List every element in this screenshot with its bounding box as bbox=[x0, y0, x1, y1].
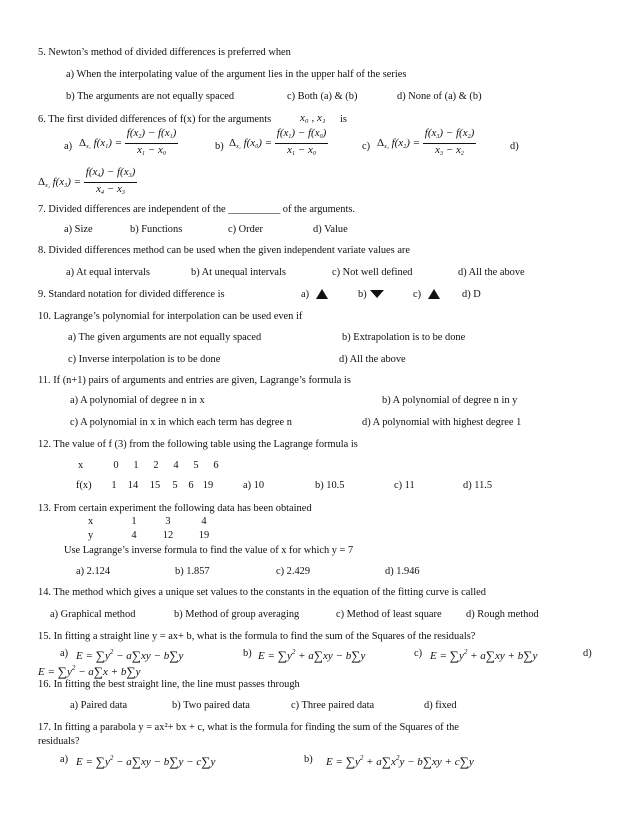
q17-option-b-label: b) bbox=[304, 754, 313, 765]
table-row-label: f(x) bbox=[76, 480, 92, 491]
table-row-label: y bbox=[88, 530, 94, 541]
table-cell: 0 bbox=[113, 460, 119, 471]
q15-option-c-label: c) bbox=[414, 648, 423, 659]
q12-option-d: d) 11.5 bbox=[463, 480, 493, 491]
q16-stem: 16. In fitting the best straight line, the line must passes through bbox=[38, 679, 300, 690]
q5-option-c: c) Both (a) & (b) bbox=[287, 91, 358, 102]
q8-option-c: c) Not well defined bbox=[332, 267, 413, 278]
q15-option-b-label: b) bbox=[243, 648, 252, 659]
table-cell: 6 bbox=[213, 460, 219, 471]
q6-option-b-formula: $\Delta_{x_1}$ $f(x_0)$ = $\frac{f(x_1) - f(x_0)}{x_1 - x_0}$ bbox=[229, 127, 327, 157]
q6-option-b-label: b) bbox=[215, 141, 224, 152]
q15-option-d-formula: $E = \sum y^2 - a\sum x + b\sum y$ bbox=[38, 664, 141, 679]
q16-option-d: d) fixed bbox=[424, 700, 457, 711]
q12-option-c: c) 11 bbox=[394, 480, 415, 491]
table-cell: 14 bbox=[127, 480, 139, 491]
q12-option-b: b) 10.5 bbox=[315, 480, 345, 491]
q6-option-a-label: a) bbox=[64, 141, 73, 152]
table-row-label: x bbox=[78, 460, 84, 471]
q5-option-a: a) When the interpolating value of the argument lies in the upper half of the series bbox=[66, 69, 407, 80]
table-cell: 1 bbox=[111, 480, 117, 491]
q9-stem: 9. Standard notation for divided difference is bbox=[38, 289, 225, 300]
q11-option-b: b) A polynomial of degree n in y bbox=[382, 395, 518, 406]
q13-table-x-row bbox=[88, 515, 220, 528]
q17-option-a-label: a) bbox=[60, 754, 69, 765]
q10-option-a: a) The given arguments are not equally spaced bbox=[68, 332, 262, 343]
q10-option-d: d) All the above bbox=[339, 354, 406, 365]
q11-option-d: d) A polynomial with highest degree 1 bbox=[362, 417, 522, 428]
q12-stem: 12. The value of f (3) from the following table using the Lagrange formula is bbox=[38, 439, 358, 450]
table-cell: 6 bbox=[188, 480, 194, 491]
q7-option-d: d) Value bbox=[313, 224, 348, 235]
delta-small-triangle-icon bbox=[428, 289, 440, 299]
q8-option-a: a) At equal intervals bbox=[66, 267, 150, 278]
q14-option-a: a) Graphical method bbox=[50, 609, 136, 620]
q13-table-y-row bbox=[88, 529, 220, 542]
q16-option-a: a) Paired data bbox=[70, 700, 128, 711]
q15-option-a-formula: $E = \sum y^2 - a\sum xy - b\sum y$ bbox=[76, 648, 184, 663]
q8-stem: 8. Divided differences method can be used when the given independent variate values are bbox=[38, 245, 410, 256]
table-cell: 5 bbox=[172, 480, 178, 491]
q6-option-d-label: d) bbox=[510, 141, 519, 152]
table-cell: 2 bbox=[153, 460, 159, 471]
q12-option-a: a) 10 bbox=[243, 480, 265, 491]
q9-option-a-label: a) bbox=[301, 289, 310, 300]
q15-option-c-formula: $E = \sum y^2 + a\sum xy + b\sum y$ bbox=[430, 648, 538, 663]
q17-option-a-formula: $E = \sum y^2 - a\sum xy - b\sum y - c\sum y$ bbox=[76, 754, 216, 769]
q14-stem: 14. The method which gives a unique set values to the constants in the equation of the fitting curve is called bbox=[38, 587, 486, 598]
table-cell: 5 bbox=[193, 460, 199, 471]
q16-option-c: c) Three paired data bbox=[291, 700, 375, 711]
q5-option-d: d) None of (a) & (b) bbox=[397, 91, 482, 102]
q7-option-a: a) Size bbox=[64, 224, 93, 235]
q11-stem: 11. If (n+1) pairs of arguments and entries are given, Lagrange’s formula is bbox=[38, 375, 351, 386]
q5-option-b: b) The arguments are not equally spaced bbox=[66, 91, 235, 102]
q12-table-fx-row bbox=[76, 479, 218, 492]
q11-option-a: a) A polynomial of degree n in x bbox=[70, 395, 205, 406]
q6-option-a-formula: $\Delta_{x_1}$ $f(x_1)$ = $\frac{f(x_2) - f(x_1)}{x_1 - x_0}$ bbox=[79, 127, 177, 157]
table-cell: 19 bbox=[198, 530, 210, 541]
q13-option-d: d) 1.946 bbox=[385, 566, 420, 577]
q17-option-b-formula: $E = \sum y^2 + a\sum x^2y - b\sum xy + c\sum y$ bbox=[326, 754, 474, 769]
q6-option-c-formula: $\Delta_{x_3}$ $f(x_2)$ = $\frac{f(x_3) - f(x_2)}{x_3 - x_2}$ bbox=[377, 127, 475, 157]
q7-option-c: c) Order bbox=[228, 224, 263, 235]
q13-instruction: Use Lagrange’s inverse formula to find the value of x for which y = 7 bbox=[64, 545, 354, 556]
table-row-label: x bbox=[88, 516, 94, 527]
q17-stem-line1: 17. In fitting a parabola y = ax²+ bx + c, what is the formula for finding the sum of the Squares of the bbox=[38, 722, 459, 733]
q6-stem: 6. The first divided differences of f(x) for the arguments bbox=[38, 114, 272, 125]
table-cell: 4 bbox=[173, 460, 179, 471]
q9-option-c-label: c) bbox=[413, 289, 422, 300]
q13-option-c: c) 2.429 bbox=[276, 566, 311, 577]
q9-option-d: d) D bbox=[462, 289, 481, 300]
q14-option-c: c) Method of least square bbox=[336, 609, 442, 620]
q6-arguments: x₀ , x₁ bbox=[300, 112, 326, 124]
q5-stem: 5. Newton’s method of divided differences is preferred when bbox=[38, 47, 291, 58]
q13-option-a: a) 2.124 bbox=[76, 566, 111, 577]
q6-option-c-label: c) bbox=[362, 141, 371, 152]
table-cell: 1 bbox=[133, 460, 139, 471]
table-cell: 15 bbox=[149, 480, 161, 491]
q15-stem: 15. In fitting a straight line y = ax+ b, what is the formula to find the sum of the Squares of the residuals? bbox=[38, 631, 476, 642]
q10-stem: 10. Lagrange’s polynomial for interpolation can be used even if bbox=[38, 311, 303, 322]
q7-option-b: b) Functions bbox=[130, 224, 183, 235]
q14-option-d: d) Rough method bbox=[466, 609, 539, 620]
table-cell: 4 bbox=[201, 516, 207, 527]
q17-stem-line2: residuals? bbox=[38, 736, 80, 747]
q8-option-b: b) At unequal intervals bbox=[191, 267, 286, 278]
q15-option-b-formula: $E = \sum y^2 + a\sum xy - b\sum y$ bbox=[258, 648, 366, 663]
q12-table-x-row bbox=[78, 459, 226, 472]
q13-stem: 13. From certain experiment the following data has been obtained bbox=[38, 503, 312, 514]
table-cell: 19 bbox=[202, 480, 214, 491]
q9-option-b-label: b) bbox=[358, 289, 367, 300]
delta-up-triangle-icon bbox=[316, 289, 328, 299]
q10-option-c: c) Inverse interpolation is to be done bbox=[68, 354, 221, 365]
q15-option-d-label: d) bbox=[583, 648, 592, 659]
q8-option-d: d) All the above bbox=[458, 267, 525, 278]
q11-option-c: c) A polynomial in x in which each term has degree n bbox=[70, 417, 292, 428]
table-cell: 4 bbox=[131, 530, 137, 541]
q6-is: is bbox=[340, 114, 347, 125]
q6-option-d-formula: $\Delta_{x_4}$ $f(x_3)$ = $\frac{f(x_4) - f(x_3)}{x_4 - x_3}$ bbox=[38, 166, 136, 196]
q7-stem: 7. Divided differences are independent of the __________ of the arguments. bbox=[38, 204, 356, 215]
q15-option-a-label: a) bbox=[60, 648, 69, 659]
q13-option-b: b) 1.857 bbox=[175, 566, 210, 577]
table-cell: 3 bbox=[165, 516, 171, 527]
table-cell: 1 bbox=[131, 516, 137, 527]
q14-option-b: b) Method of group averaging bbox=[174, 609, 300, 620]
q16-option-b: b) Two paired data bbox=[172, 700, 250, 711]
nabla-down-triangle-icon bbox=[370, 290, 384, 298]
q10-option-b: b) Extrapolation is to be done bbox=[342, 332, 466, 343]
table-cell: 12 bbox=[162, 530, 174, 541]
